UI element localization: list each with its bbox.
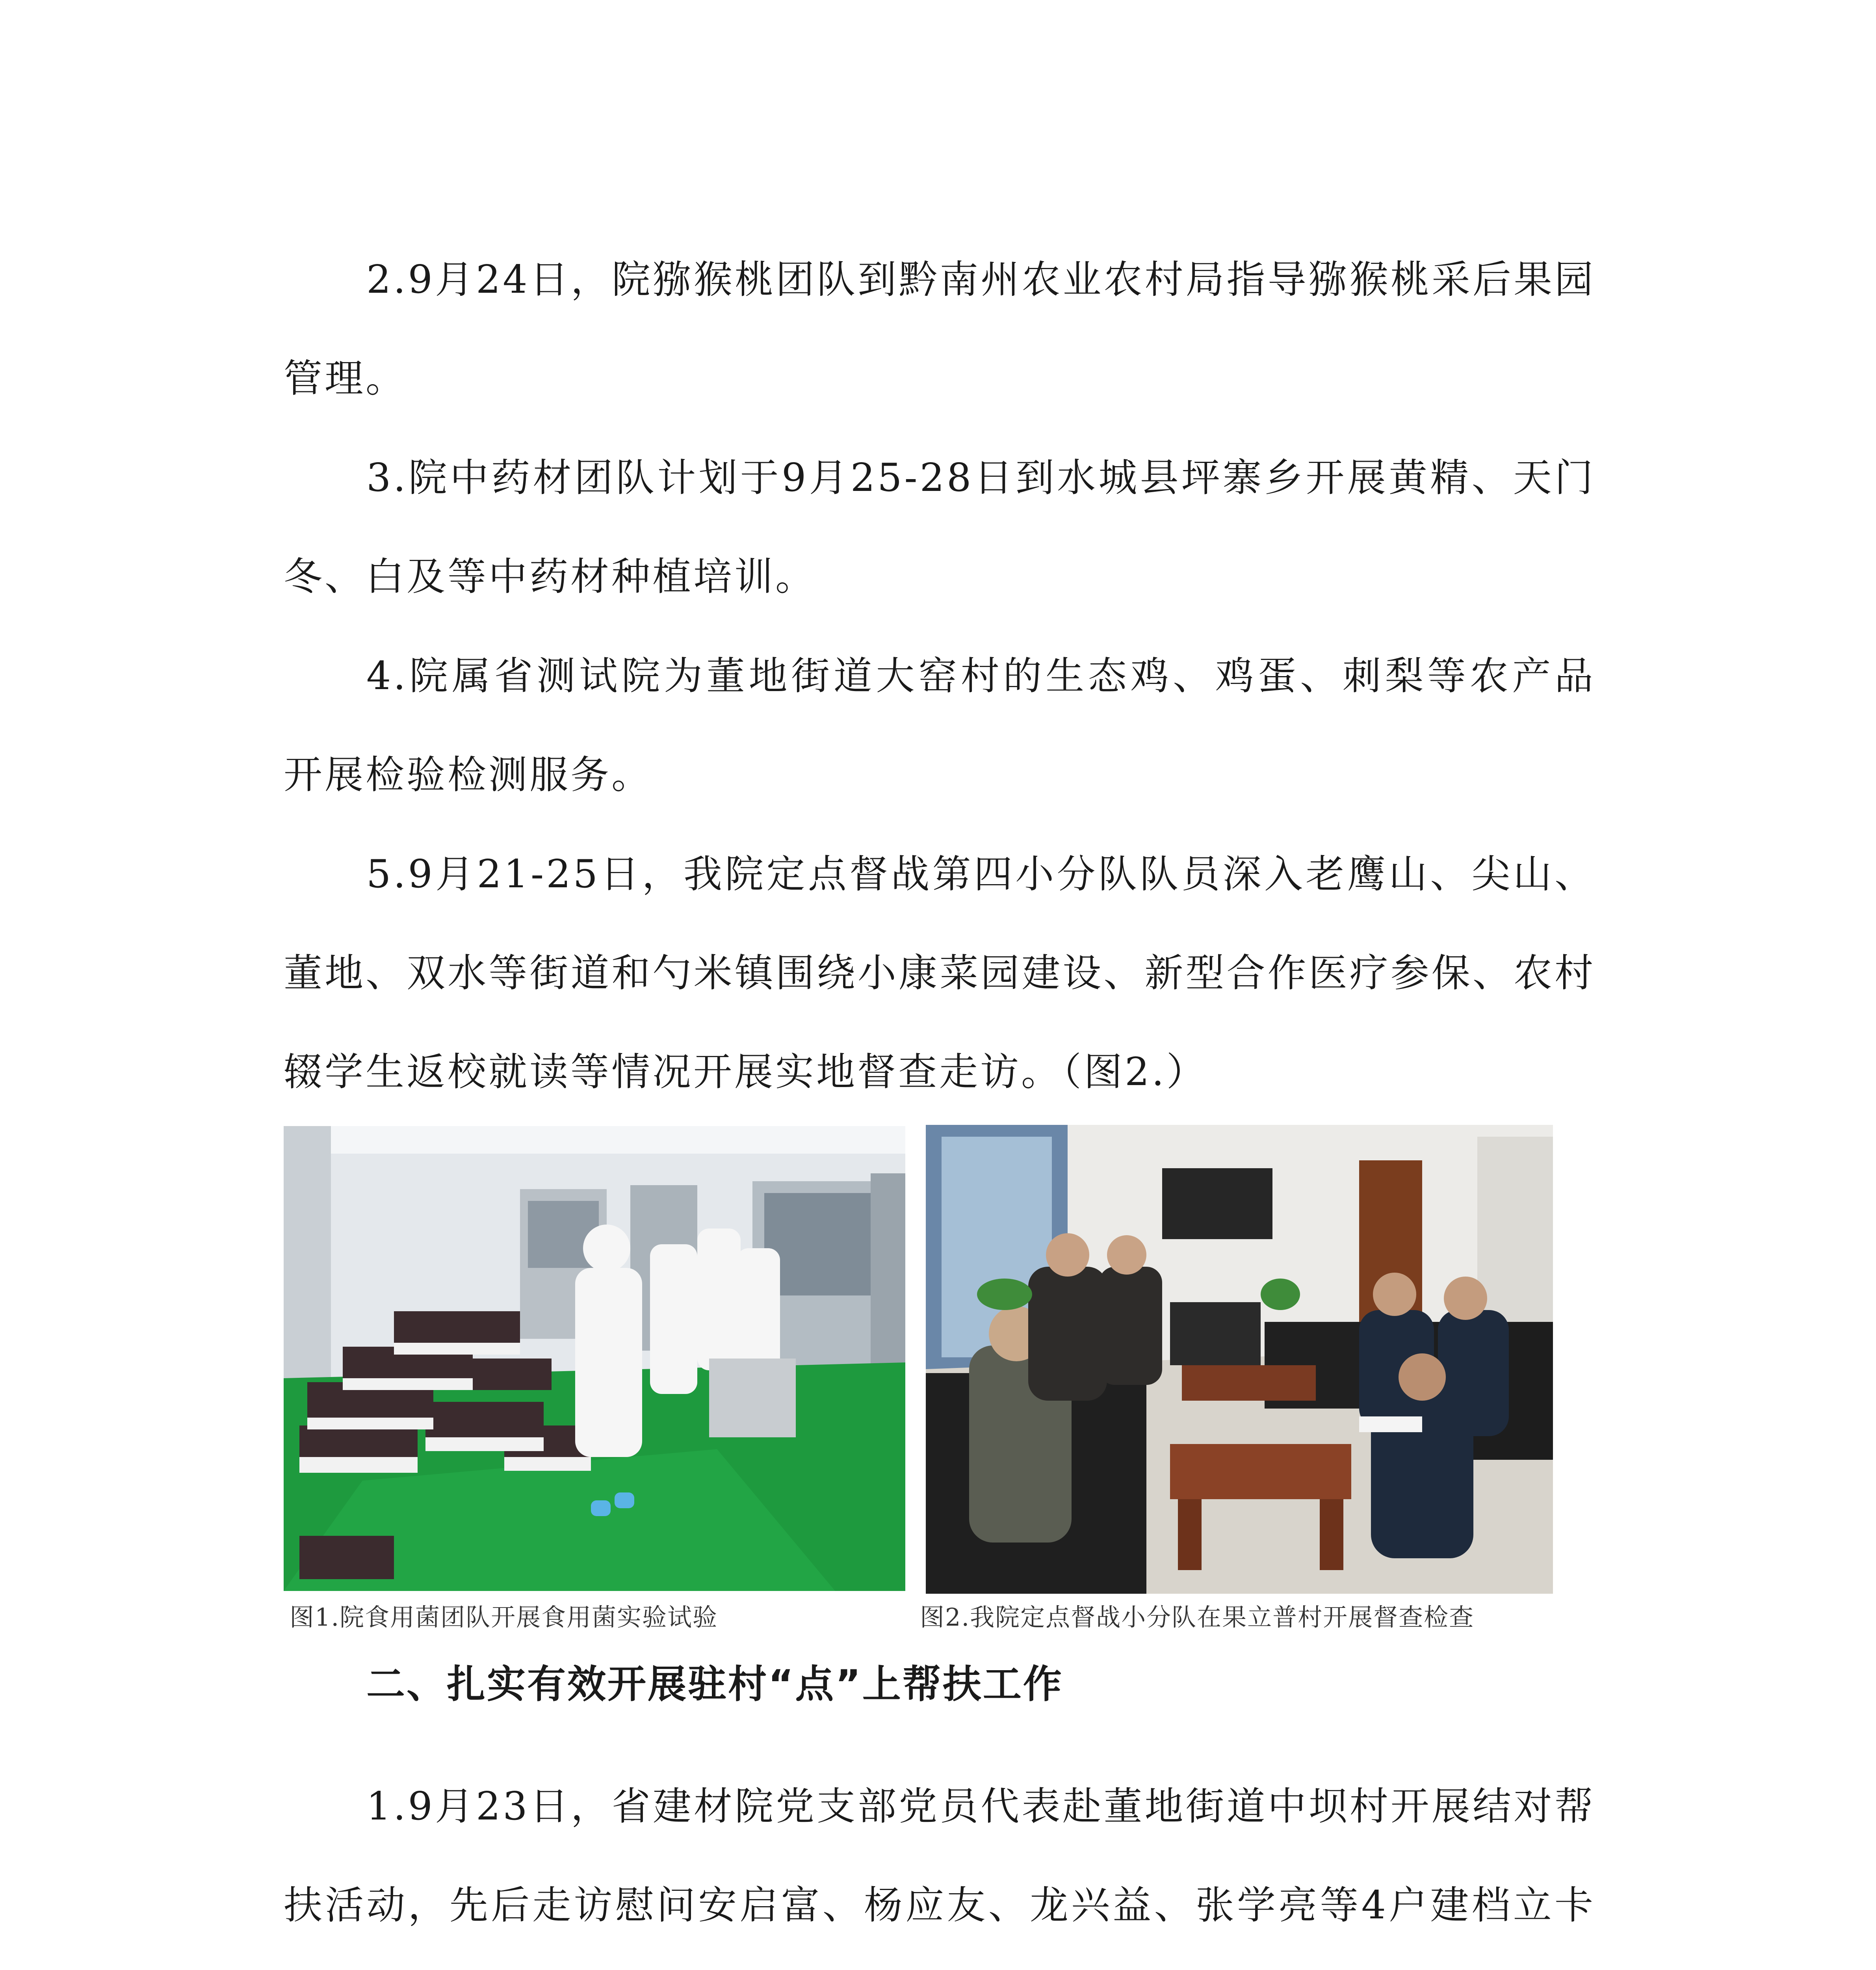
paragraph-building-materials-institute: 1.9月23日，省建材院党支部党员代表赴董地街道中坝村开展结对帮扶活动，先后走访慰问安启富、杨应友、龙兴益、张学亮等4户建档立卡 — [284, 1784, 1596, 1928]
section-heading: 二、扎实有效开展驻村“点”上帮扶工作 — [366, 1662, 1063, 1707]
lab-experiment-photo — [284, 1126, 905, 1591]
village-inspection-photo — [926, 1125, 1553, 1594]
paragraph-kiwi-team: 2.9月24日，院猕猴桃团队到黔南州农业农村局指导猕猴桃采后果园管理。 — [284, 257, 1596, 401]
figure-1-caption: 图1.院食用菌团队开展食用菌实验试验 — [290, 1603, 718, 1632]
paragraph-herb-team: 3.院中药材团队计划于9月25-28日到水城县坪寨乡开展黄精、天门冬、白及等中药材种植培训。 — [284, 455, 1596, 599]
figure-2-caption: 图2.我院定点督战小分队在果立普村开展督查检查 — [920, 1603, 1475, 1632]
paragraph-testing-institute: 4.院属省测试院为董地街道大窑村的生态鸡、鸡蛋、刺梨等农产品开展检验检测服务。 — [284, 654, 1596, 797]
paragraph-supervision-team: 5.9月21-25日，我院定点督战第四小分队队员深入老鹰山、尖山、董地、双水等街道和勺米镇围绕小康菜园建设、新型合作医疗参保、农村辍学生返校就读等情况开展实地督查走访。（图2.） — [284, 852, 1596, 1095]
